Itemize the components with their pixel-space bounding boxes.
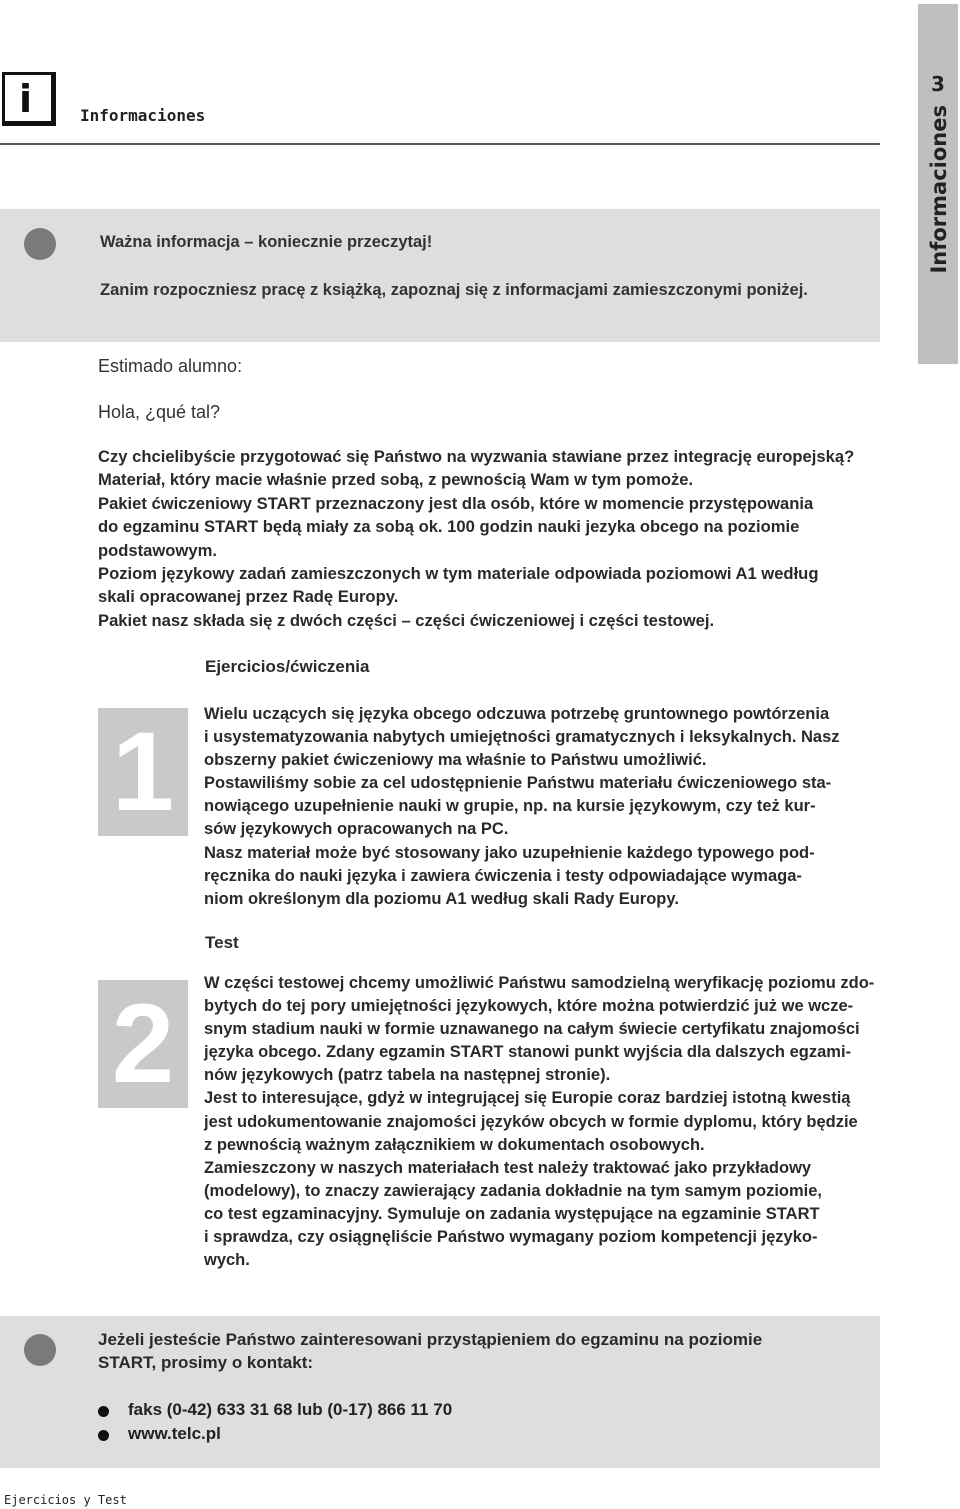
notice-bullet-icon: [24, 228, 56, 260]
notice-heading: Ważna informacja – koniecznie przeczytaj!: [100, 233, 433, 251]
greeting: Estimado alumno:: [98, 356, 243, 376]
info-icon: [2, 72, 56, 126]
contact-fax: faks (0-42) 633 31 68 lub (0-17) 866 11 70: [128, 1400, 453, 1419]
section1-line: Postawiliśmy sobie za cel udostępnienie Państwu materiału ćwiczeniowego sta-: [204, 774, 832, 793]
notice-text: Zanim rozpoczniesz pracę z książką, zapoznaj się z informacjami zamieszczonymi poniżej.: [100, 281, 808, 299]
section2-number: 2: [111, 981, 175, 1106]
list-bullet-icon: [98, 1406, 109, 1417]
hello: Hola, ¿qué tal?: [98, 402, 221, 422]
intro-line: Poziom językowy zadań zamieszczonych w tym materiale odpowiada poziomowi A1 według: [98, 564, 819, 584]
section2-line: wych.: [204, 1251, 250, 1270]
section1-number: 1: [111, 709, 175, 834]
header-divider: [0, 143, 880, 145]
section2-line: Jest to interesujące, gdyż w integrującej się Europie coraz bardziej istotną kwestią: [204, 1089, 851, 1108]
intro-line: do egzaminu START będą miały za sobą ok. 100 godzin nauki jezyka obcego na poziomie: [98, 517, 800, 537]
contact-bullet-icon: [24, 1334, 56, 1366]
intro-line: skali opracowanej przez Radę Europy.: [98, 587, 399, 607]
section1-number-box: [98, 708, 188, 836]
section2-heading: Test: [205, 933, 239, 952]
side-tab-label-text: Informaciones: [927, 105, 951, 274]
section1-line: i usystematyzowania nabytych umiejętności gramatycznych i leksykalnych. Nasz: [204, 728, 840, 747]
section2-line: i sprawdza, czy osiągnęliście Państwo wymagany poziom kompetencji języko-: [204, 1228, 818, 1247]
section2-number-box: [98, 980, 188, 1108]
contact-intro: [98, 1328, 868, 1374]
list-bullet-icon: [98, 1430, 109, 1441]
section1-line: niom określonym dla poziomu A1 według skali Rady Europy.: [204, 889, 679, 908]
contact-website-link[interactable]: www.telc.pl: [128, 1424, 221, 1443]
intro-line: Materiał, który macie właśnie przed sobą, z pewnością Wam w tym pomoże.: [98, 470, 694, 490]
intro-line: podstawowym.: [98, 540, 217, 560]
side-tab-label: [918, 105, 958, 275]
section2-line: jest udokumentowanie znajomości języków obcych w formie dyplomu, który będzie: [204, 1112, 858, 1131]
section2-line: (modelowy), to znaczy zawierający zadania dokładnie na tym samym poziomie,: [204, 1181, 823, 1200]
section1-line: nowiącego uzupełnienie nauki w grupie, np. na kursie językowym, czy też kur-: [204, 797, 816, 816]
header-title: Informaciones: [80, 106, 206, 125]
intro-line: Pakiet ćwiczeniowy START przeznaczony jest dla osób, które w momencie przystępowania: [98, 493, 814, 513]
section2-line: z pewnością ważnym załącznikiem w dokumentach osobowych.: [204, 1135, 705, 1154]
intro-line: Czy chcielibyście przygotować się Państwo na wyzwania stawiane przez integrację europejską?: [98, 447, 855, 466]
footer-text: Ejercicios y Test: [4, 1493, 127, 1507]
section1-line: sów językowych opracowanych na PC.: [204, 820, 509, 839]
section2-line: Zamieszczony w naszych materiałach test należy traktować jako przykładowy: [204, 1158, 812, 1177]
intro-paragraph: [98, 445, 888, 632]
section1-text: [204, 703, 884, 911]
section2-line: nów językowych (patrz tabela na następnej stronie).: [204, 1066, 611, 1085]
section1-heading: Ejercicios/ćwiczenia: [205, 657, 370, 676]
section2-line: języka obcego. Zdany egzamin START stanowi punkt wyjścia dla dalszych egzami-: [204, 1043, 852, 1062]
section1-line: ręcznika do nauki języka i zawiera ćwiczenia i testy odpowiadające wymaga-: [204, 866, 802, 885]
section2-line: bytych do tej pory umiejętności językowych, które można potwierdzić już we wcze-: [204, 997, 854, 1016]
section2-text: [204, 972, 884, 1272]
section2-line: co test egzaminacyjny. Symuluje on zadania występujące na egzaminie START: [204, 1204, 820, 1223]
section2-line: snym stadium nauki w formie uznawanego na całym świecie certyfikatu znajomości: [204, 1020, 860, 1039]
section1-line: Wielu uczących się języka obcego odczuwa potrzebę gruntownego powtórzenia: [204, 705, 830, 723]
section2-line: W części testowej chcemy umożliwić Państwu samodzielną weryfikację poziomu zdo-: [204, 974, 875, 992]
contact-line: Jeżeli jesteście Państwo zainteresowani przystąpieniem do egzaminu na poziomie: [98, 1330, 763, 1349]
section1-line: Nasz materiał może być stosowany jako uzupełnienie każdego typowego pod-: [204, 843, 815, 862]
section1-line: obszerny pakiet ćwiczeniowy ma właśnie to Państwu umożliwić.: [204, 751, 707, 770]
page-number: 3: [931, 72, 945, 96]
intro-line: Pakiet nasz składa się z dwóch części – części ćwiczeniowej i części testowej.: [98, 610, 715, 630]
info-icon-glyph: i: [19, 77, 33, 121]
contact-line: START, prosimy o kontakt:: [98, 1353, 314, 1372]
notice-box: [0, 209, 880, 342]
